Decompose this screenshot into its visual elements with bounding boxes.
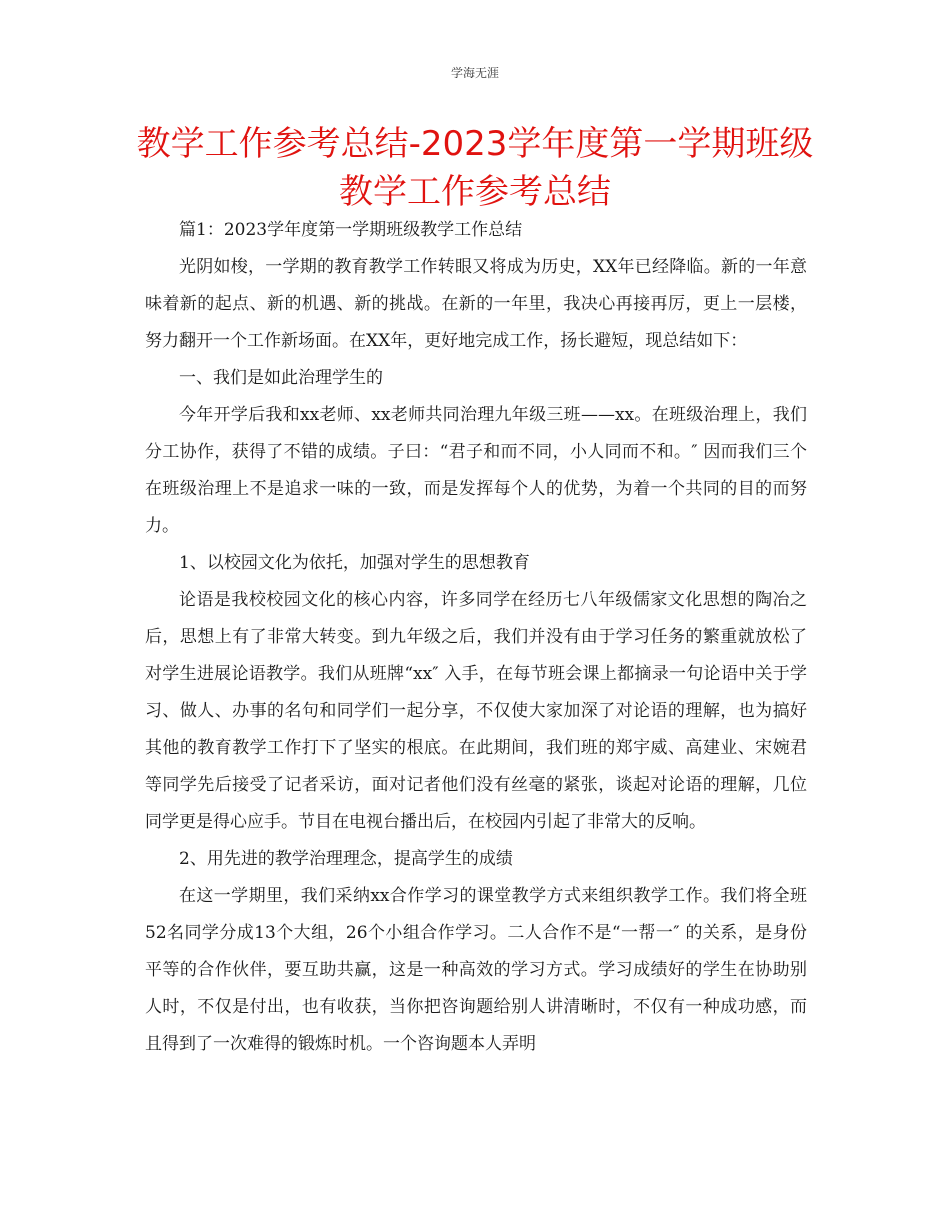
page-header: 学海无涯 <box>450 66 499 80</box>
paragraph: 在这一学期里，我们采纳xx合作学习的课堂教学方式来组织教学工作。我们将全班52名同学分成13个大组，26个小组合作学习。二人合作不是“一帮一″ 的关系，是身份平等的合作伙伴，要互助共赢，这是一种高效的学习方式。学习成绩好的学生在协助别人时，不仅是付出，也有收获，当你把咨询题给别人讲清晰时，不仅有一种成功感，而且得到了一次难得的锻炼时机。一个咨询题本人弄明 <box>145 886 807 1054</box>
section-heading: 2、用先进的教学治理理念，提高学生的成绩 <box>179 849 513 869</box>
section-heading: 1、以校园文化为依托，加强对学生的思想教育 <box>179 553 530 573</box>
section-heading: 一、我们是如此治理学生的 <box>179 368 383 388</box>
document-body <box>145 212 807 1063</box>
paragraph: 今年开学后我和xx老师、xx老师共同治理九年级三班——xx。在班级治理上，我们分工协作，获得了不错的成绩。子曰：“君子和而不同，小人同而不和。″ 因而我们三个在班级治理上不是追求一味的一致，而是发挥每个人的优势，为着一个共同的目的而努力。 <box>145 405 807 536</box>
paragraph: 论语是我校校园文化的核心内容，许多同学在经历七八年级儒家文化思想的陶冶之后，思想上有了非常大转变。到九年级之后，我们并没有由于学习任务的繁重就放松了对学生进展论语教学。我们从班牌“xx″ 入手，在每节班会课上都摘录一句论语中关于学习、做人、办事的名句和同学们一起分享，不仅使大家加深了对论语的理解，也为搞好其他的教育教学工作打下了坚实的根底。在此期间，我们班的郑宇威、高建业、宋婉君等同学先后接受了记者采访，面对记者他们没有丝毫的紧张，谈起对论语的理解，几位同学更是得心应手。节目在电视台播出后，在校园内引起了非常大的反响。 <box>145 590 807 832</box>
document-title: 教学工作参考总结-2023学年度第一学期班级教学工作参考总结 <box>136 124 814 212</box>
paragraph: 光阴如梭，一学期的教育教学工作转眼又将成为历史，XX年已经降临。新的一年意味着新的起点、新的机遇、新的挑战。在新的一年里，我决心再接再厉，更上一层楼，努力翻开一个工作新场面。在XX年，更好地完成工作，扬长避短，现总结如下： <box>145 257 807 351</box>
section-heading: 篇1：2023学年度第一学期班级教学工作总结 <box>179 220 523 240</box>
